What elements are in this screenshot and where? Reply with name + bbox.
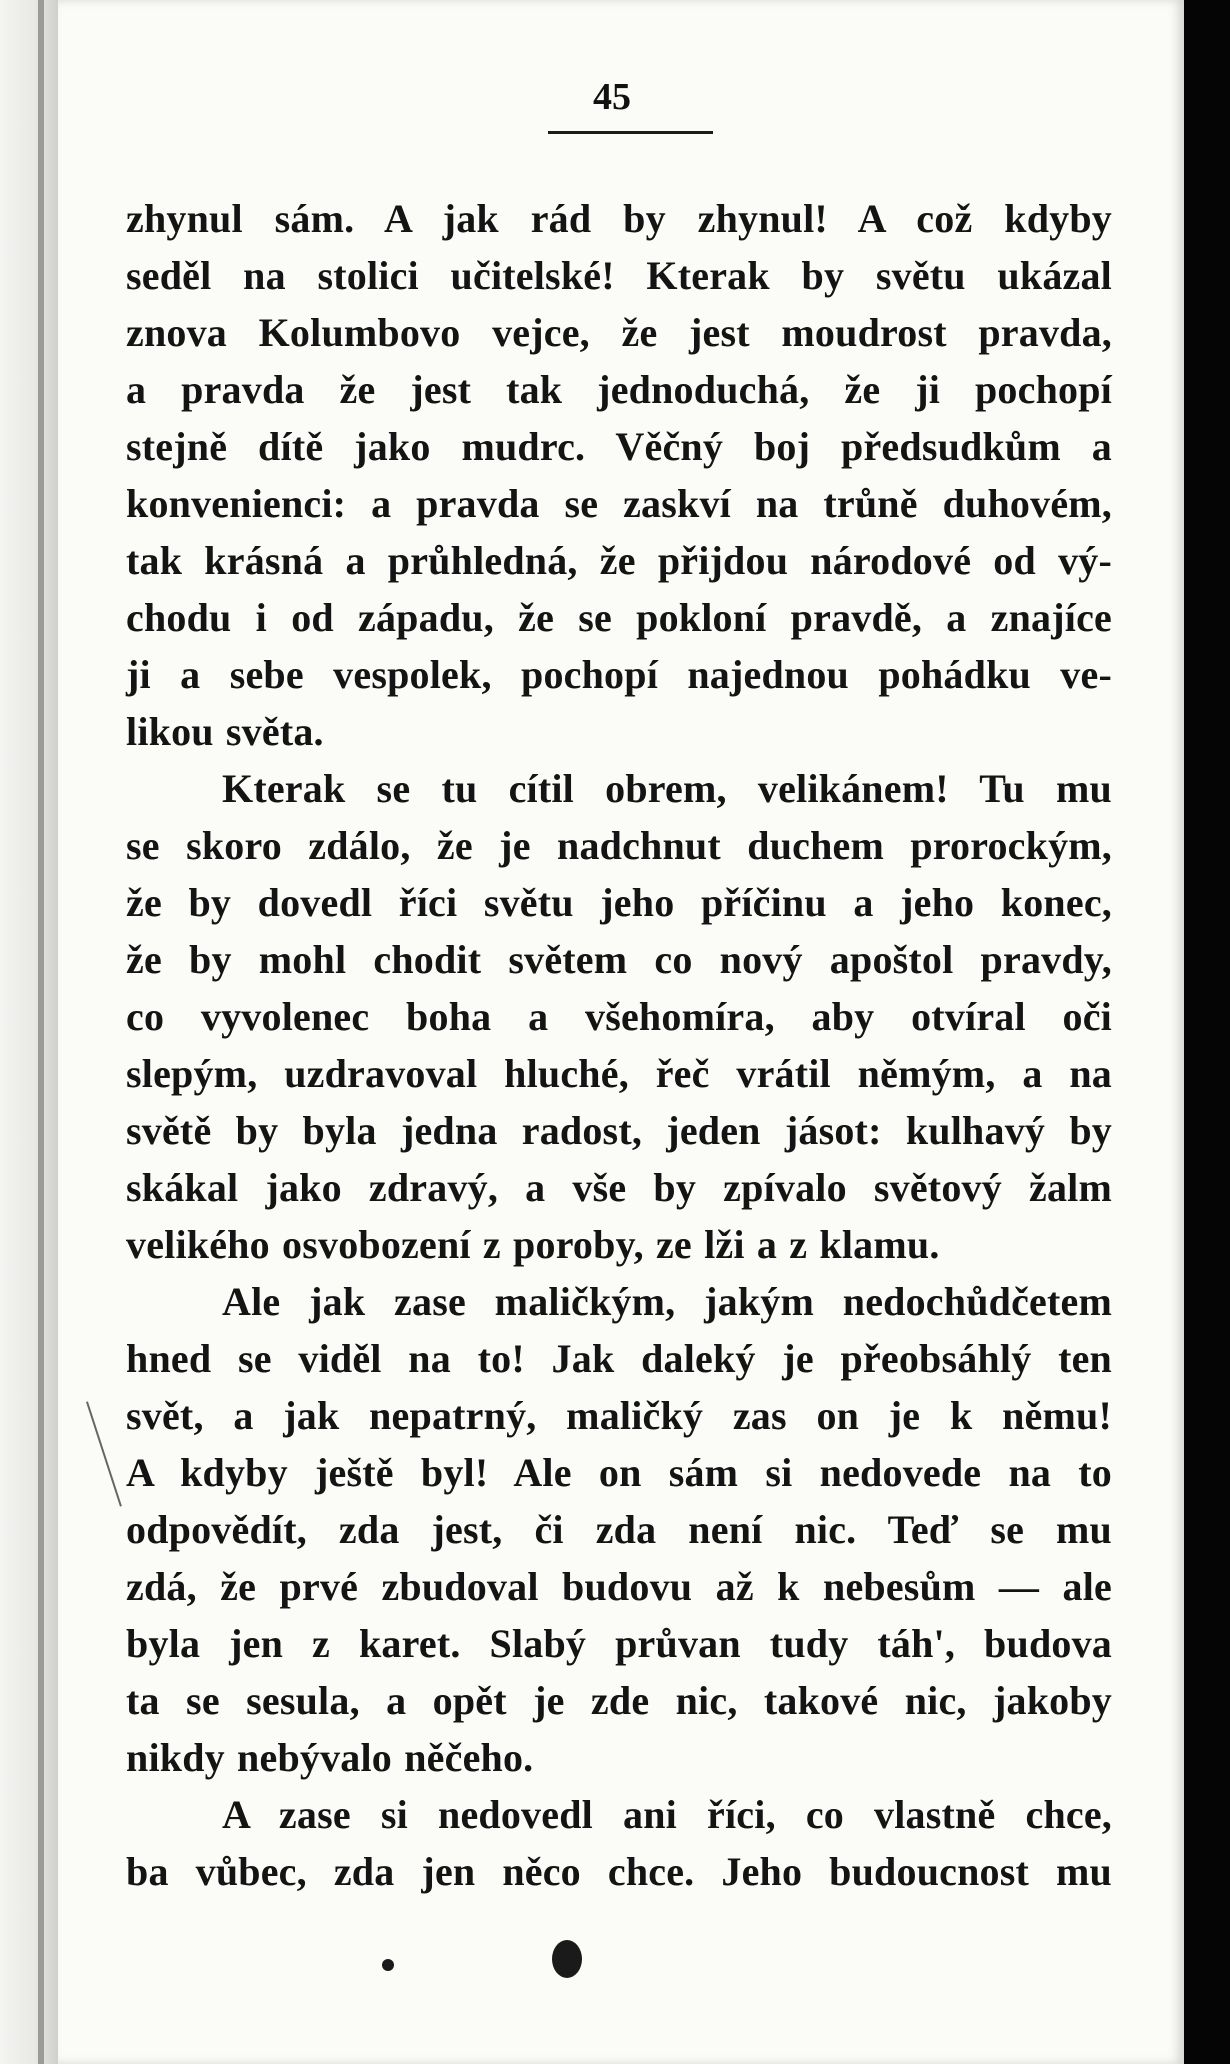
text-line: konvenienci: a pravda se zaskví na trůně duhovém,: [126, 481, 1112, 526]
text-line: byla jen z karet. Slabý průvan tudy táh', budova: [126, 1621, 1112, 1666]
text-line: chodu i od západu, že se pokloní pravdě, a znajíce: [126, 595, 1112, 640]
text-line: seděl na stolici učitelské! Kterak by světu ukázal: [126, 253, 1112, 298]
text-line: stejně dítě jako mudrc. Věčný boj předsudkům a: [126, 424, 1112, 469]
text-line: hned se viděl na to! Jak daleký je přeobsáhlý ten: [126, 1336, 1112, 1381]
paragraph-start-line: A zase si nedovedl ani říci, co vlastně chce,: [222, 1792, 1112, 1837]
text-line: odpovědít, zda jest, či zda není nic. Teď se mu: [126, 1507, 1112, 1552]
text-line: že by mohl chodit světem co nový apoštol pravdy,: [126, 937, 1112, 982]
text-line: ji a sebe vespolek, pochopí najednou pohádku ve-: [126, 652, 1112, 697]
page-number: 45: [593, 76, 631, 118]
text-line: se skoro zdálo, že je nadchnut duchem prorockým,: [126, 823, 1112, 868]
text-line: že by dovedl říci světu jeho příčinu a jeho konec,: [126, 880, 1112, 925]
text-line: skákal jako zdravý, a vše by zpívalo světový žalm: [126, 1165, 1112, 1210]
body-text: [126, 190, 1112, 1900]
ink-blot: [552, 1940, 582, 1978]
text-line: světě by byla jedna radost, jeden jásot: kulhavý by: [126, 1108, 1112, 1153]
text-line: svět, a jak nepatrný, maličký zas on je k němu!: [126, 1393, 1112, 1438]
text-line: zhynul sám. A jak rád by zhynul! A což kdyby: [126, 196, 1112, 241]
text-line: A kdyby ještě byl! Ale on sám si nedovede na to: [126, 1450, 1112, 1495]
paragraph-end-line: velikého osvobození z poroby, ze lži a z klamu.: [126, 1222, 940, 1267]
text-line: tak krásná a průhledná, že přijdou národové od vý-: [126, 538, 1112, 583]
paragraph-start-line: Ale jak zase maličkým, jakým nedochůdčetem: [222, 1279, 1112, 1324]
adjacent-page-strip: [0, 0, 58, 2064]
ink-speck: [382, 1959, 394, 1971]
header-rule: [548, 131, 713, 134]
text-line: a pravda že jest tak jednoduchá, že ji pochopí: [126, 367, 1112, 412]
text-line: co vyvolenec boha a všehomíra, aby otvíral oči: [126, 994, 1112, 1039]
text-line: slepým, uzdravoval hluché, řeč vrátil němým, a na: [126, 1051, 1112, 1096]
paragraph-end-line: nikdy nebývalo něčeho.: [126, 1735, 534, 1780]
paragraph-start-line: Kterak se tu cítil obrem, velikánem! Tu mu: [222, 766, 1112, 811]
text-line: znova Kolumbovo vejce, že jest moudrost pravda,: [126, 310, 1112, 355]
text-line: ba vůbec, zda jen něco chce. Jeho budoucnost mu: [126, 1849, 1112, 1894]
text-line: zdá, že prvé zbudoval budovu až k nebesům — ale: [126, 1564, 1112, 1609]
text-line: ta se sesula, a opět je zde nic, takové nic, jakoby: [126, 1678, 1112, 1723]
page-fold-shadow: [38, 0, 44, 2064]
scan-background-edge: [1184, 0, 1230, 2064]
paragraph-end-line: likou světa.: [126, 709, 324, 754]
